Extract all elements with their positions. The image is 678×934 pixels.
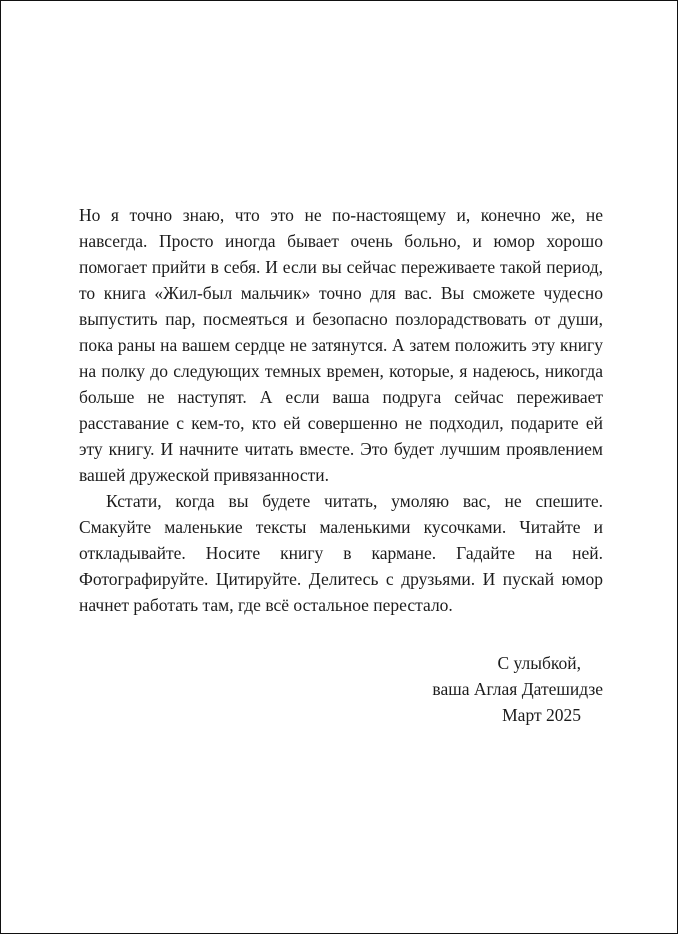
text-block bbox=[79, 202, 603, 728]
signature-salutation: С улыбкой, bbox=[497, 653, 581, 673]
signature-date: Март 2025 bbox=[502, 705, 581, 725]
paragraph-2: Кстати, когда вы будете читать, умоляю вас, не спешите. Смакуйте маленькие тексты маленькими кусочками. Читайте и откладывайте. Носите книгу в кармане. Гадайте на ней. Фотографируйте. Цитируйте. Делитесь с друзьями. И пускай юмор начнет работать там, где всё остальное перестало. bbox=[79, 491, 603, 615]
paragraph-1: Но я точно знаю, что это не по-настоящему и, конечно же, не навсегда. Просто иногда бывает очень больно, и юмор хорошо помогает прийти в себя. И если вы сейчас переживаете такой период, то книга «Жил-был мальчик» точно для вас. Вы сможете чудесно выпустить пар, посмеяться и безопасно позлорадствовать от души, пока раны на вашем сердце не затянутся. А затем положить эту книгу на полку до следующих темных времен, которые, я надеюсь, никогда больше не наступят. А если ваша подруга сейчас переживает расставание с кем-то, кто ей совершенно не подходил, подарите ей эту книгу. И начните читать вместе. Это будет лучшим проявлением вашей дружеской привязанности. bbox=[79, 205, 603, 485]
signature-author: ваша Аглая Датешидзе bbox=[432, 679, 603, 699]
signature-block bbox=[79, 650, 603, 728]
